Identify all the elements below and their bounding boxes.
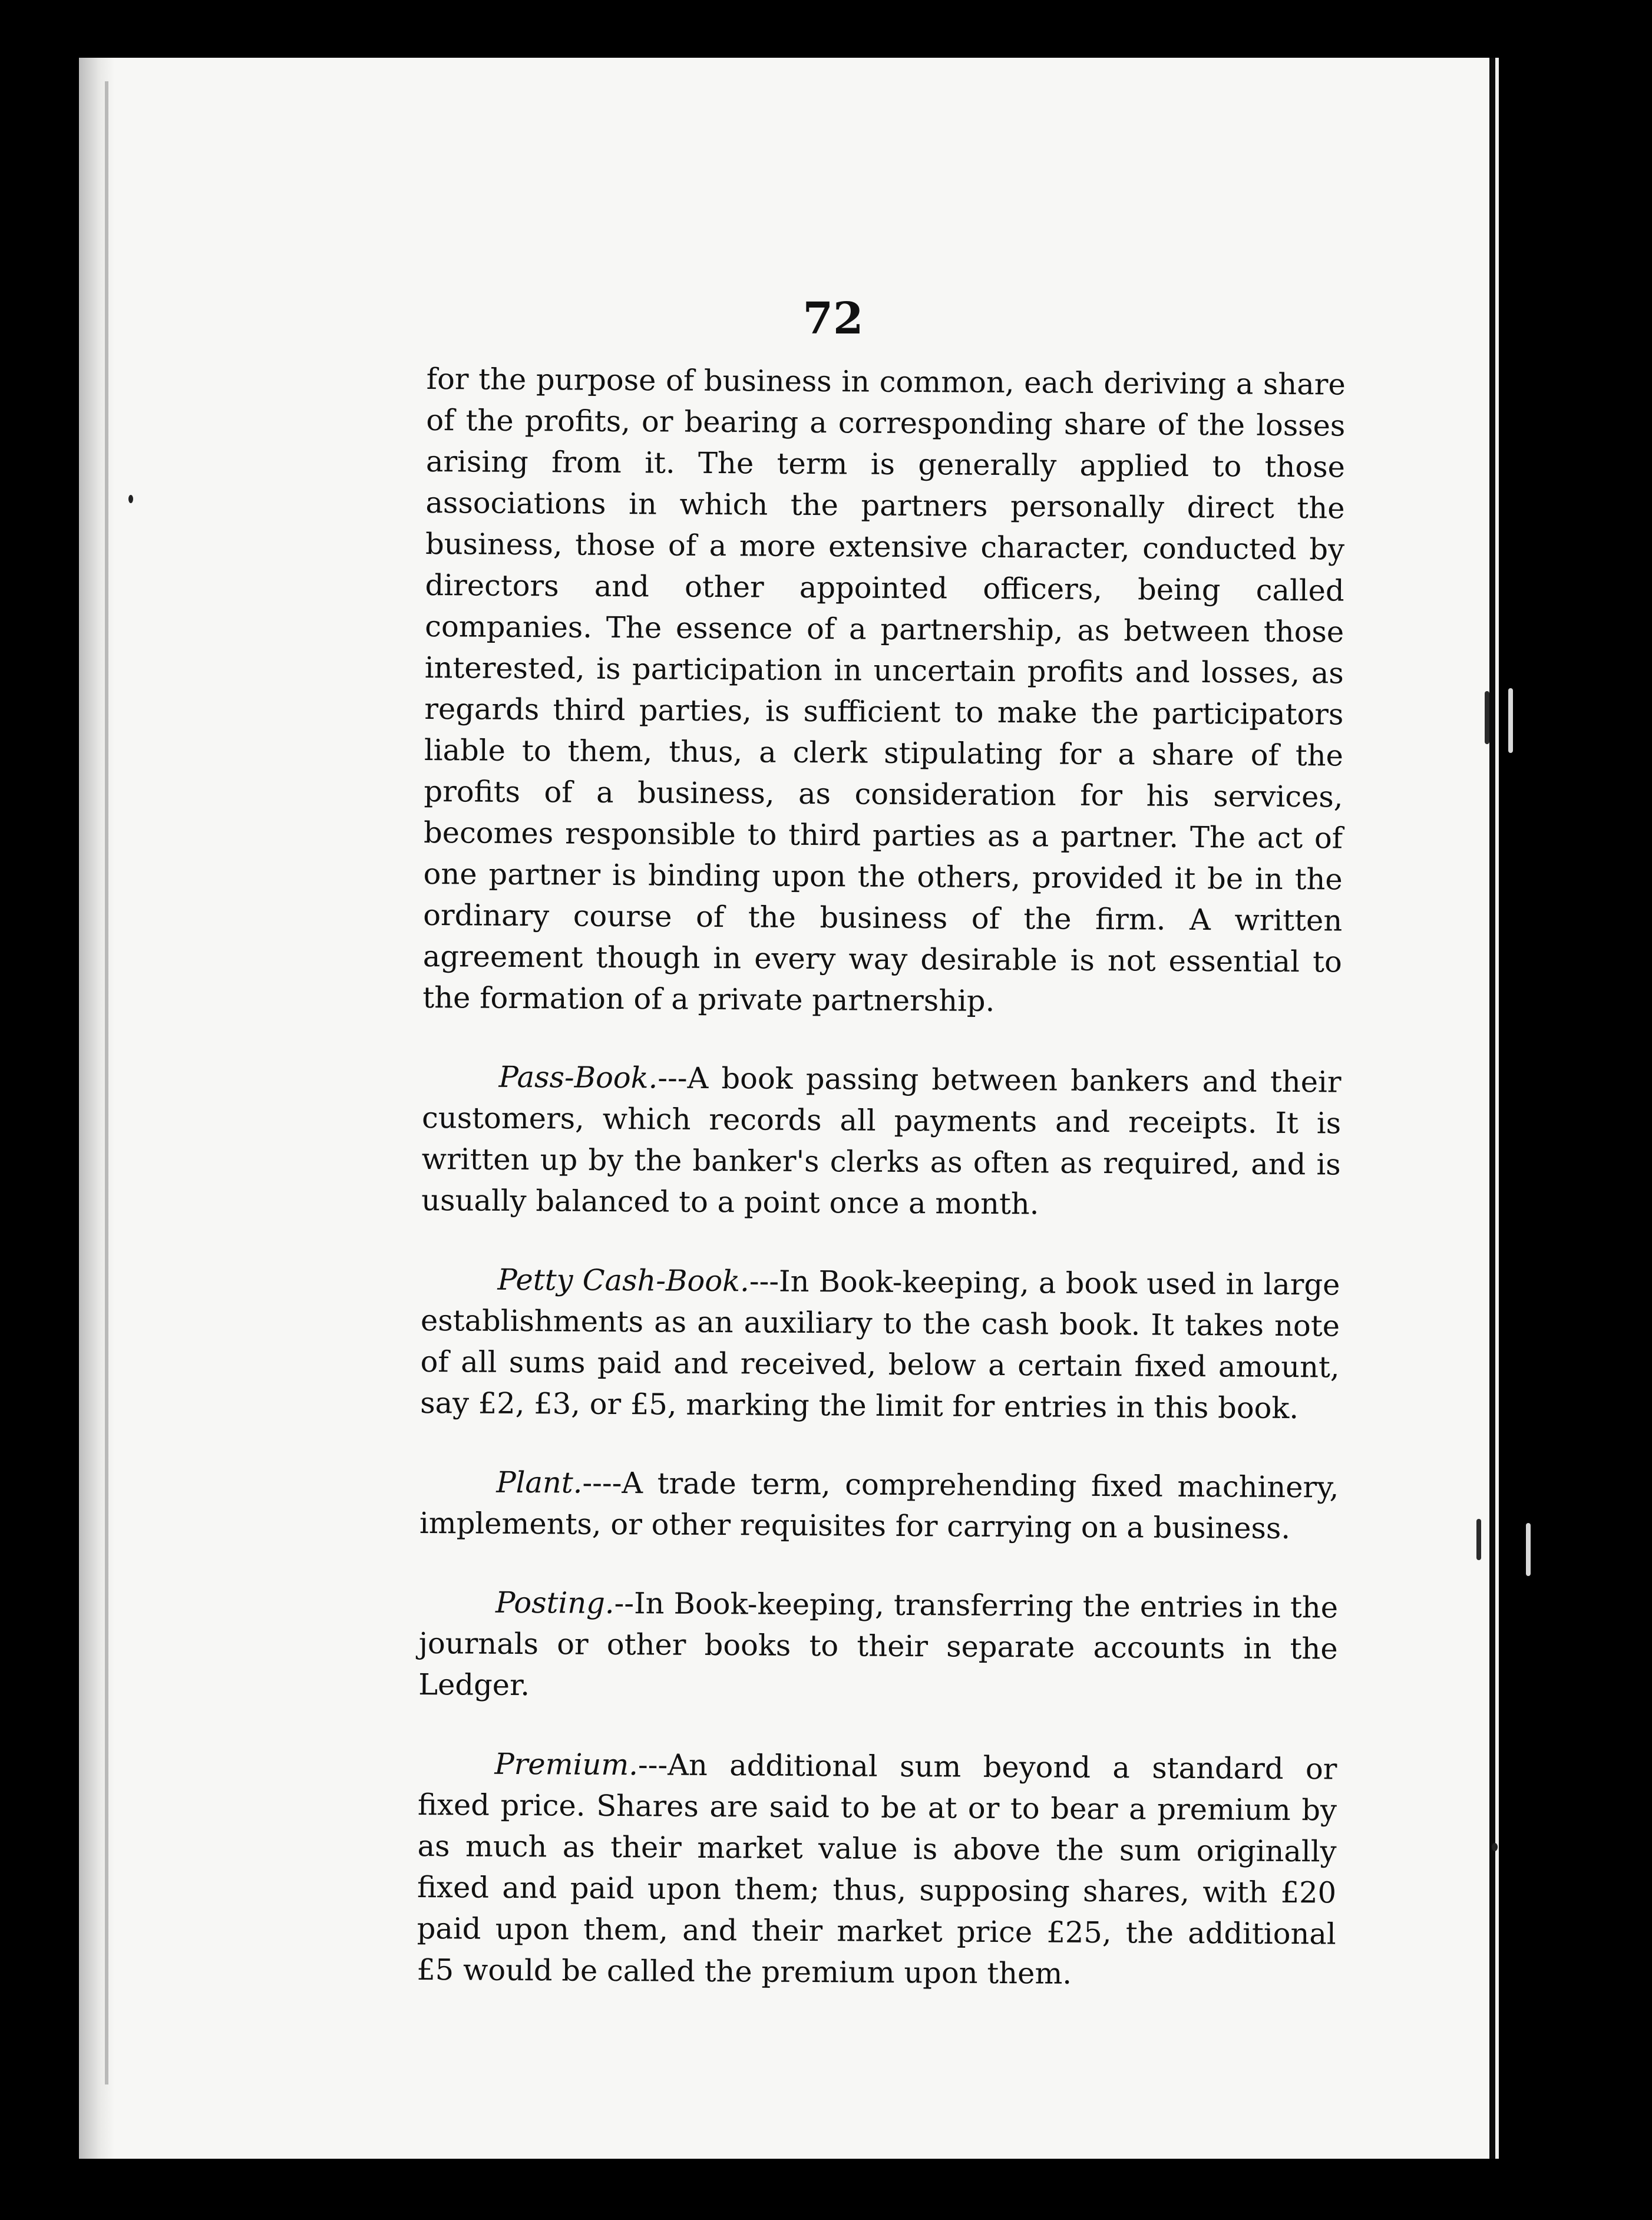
page-edge-line	[105, 81, 108, 2084]
entry-definition: ---An additional sum beyond a standard or fixed price. Shares are said to be at or to bear a premium by as much as their market value is above the sum originally fixed and paid upon them; thus, supposing shares, with £20 paid upon them, and their market price £25, the additional £5 would be called the premium upon them.	[417, 1747, 1337, 1991]
entry-posting	[418, 1581, 1338, 1711]
entry-definition: ----A trade term, comprehending fixed machinery, implements, or other requisites for carrying on a business.	[419, 1465, 1339, 1545]
paragraph-partnership-continued	[422, 358, 1346, 1024]
bleed-through-mark	[1526, 1523, 1531, 1576]
scan-speck	[1492, 1843, 1498, 1851]
entry-pass-book	[421, 1056, 1342, 1227]
paragraph-text: for the purpose of business in common, each deriving a share of the profits, or bearing a corresponding share of the losses arising from it. The term is generally applied to those associations in which the partners personally direct the business, those of a more extensive character, conducted by directors and other appointed officers, being called companies. The essence of a partnership, as between those interested, is participation in uncertain profits and losses, as regards third parties, is sufficient to make the participators liable to them, thus, a clerk stipulating for a share of the profits of a business, as consideration for his services, becomes responsible to third parties as a partner. The act of one partner is binding upon the others, provided it be in the ordinary course of the business of the firm. A written agreement though in every way desirable is not essential to the formation of a private partnership.	[422, 361, 1346, 1018]
entry-term: Petty Cash-Book.	[497, 1262, 750, 1299]
bleed-through-mark	[1485, 691, 1489, 744]
entry-term: Plant.	[496, 1465, 583, 1500]
entry-definition: ---A book passing between bankers and their customers, which records all payments and receipts. It is written up by the banker's clerks as often as required, and is usually balanced to a point once a month.	[421, 1061, 1342, 1221]
entry-term: Posting.	[495, 1585, 614, 1620]
page-number: 72	[802, 293, 864, 344]
entry-definition: --In Book-keeping, transferring the entries in the journals or other books to their separate accounts in the Ledger.	[418, 1585, 1339, 1703]
entry-plant	[419, 1461, 1339, 1550]
page-gutter-shadow	[79, 58, 114, 2159]
page-body-text	[417, 358, 1346, 2033]
entry-definition: ---In Book-keeping, a book used in large establishments as an auxiliary to the cash book. It takes note of all sums paid and received, below a certain fixed amount, say £2, £3, or £5, marking the limit for entries in this book.	[419, 1264, 1340, 1426]
bleed-through-mark	[1476, 1519, 1481, 1560]
book-page	[79, 58, 1499, 2159]
entry-premium	[417, 1743, 1337, 1996]
entry-term: Premium.	[494, 1746, 639, 1782]
entry-petty-cash-book	[420, 1258, 1340, 1429]
scan-speck	[128, 495, 133, 503]
entry-term: Pass-Book.	[498, 1059, 658, 1095]
bleed-through-mark	[1508, 688, 1513, 753]
